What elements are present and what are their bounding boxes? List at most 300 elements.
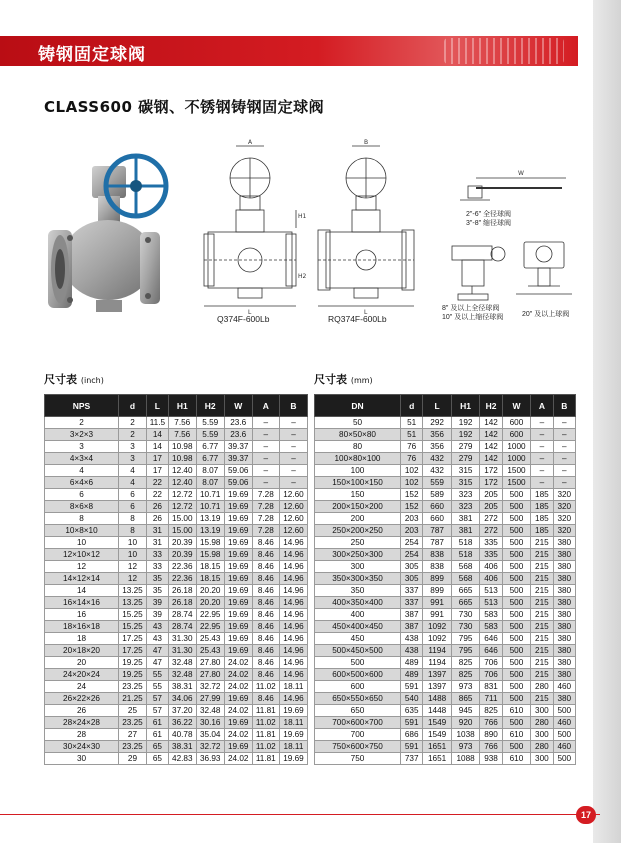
table-row bbox=[45, 465, 308, 477]
table-cell: 991 bbox=[423, 597, 451, 609]
table-cell: – bbox=[553, 429, 575, 441]
dim-w-label: W bbox=[518, 170, 524, 177]
mm-table-unit: (mm) bbox=[350, 376, 373, 385]
table-cell: 34.06 bbox=[168, 693, 196, 705]
table-cell: 26 bbox=[45, 705, 119, 717]
table-cell: – bbox=[531, 453, 553, 465]
table-cell: 18×16×18 bbox=[45, 621, 119, 633]
table-row bbox=[315, 525, 576, 537]
table-cell: 20.39 bbox=[168, 549, 196, 561]
table-cell: 920 bbox=[451, 717, 479, 729]
table-cell: 500 bbox=[315, 657, 401, 669]
table-cell: 22 bbox=[146, 489, 168, 501]
table-cell: 387 bbox=[401, 621, 423, 633]
table-cell: 10 bbox=[119, 549, 147, 561]
table-cell: 518 bbox=[451, 537, 479, 549]
table-row bbox=[45, 501, 308, 513]
table-cell: 8 bbox=[119, 525, 147, 537]
table-cell: 25 bbox=[119, 705, 147, 717]
table-cell: 665 bbox=[451, 585, 479, 597]
table-cell: 19.69 bbox=[224, 597, 252, 609]
table-cell: 380 bbox=[553, 573, 575, 585]
table-cell: 14.96 bbox=[279, 633, 307, 645]
table-cell: 19.69 bbox=[279, 705, 307, 717]
table-cell: 2 bbox=[119, 429, 147, 441]
table-cell: 80 bbox=[315, 441, 401, 453]
table-cell: – bbox=[252, 453, 279, 465]
table-cell: 15.98 bbox=[196, 549, 224, 561]
table-row bbox=[45, 561, 308, 573]
table-cell: 24.02 bbox=[224, 657, 252, 669]
table-cell: 500 bbox=[502, 633, 530, 645]
table-cell: 300 bbox=[531, 705, 553, 717]
table-cell: 610 bbox=[502, 753, 530, 765]
table-cell: 8.46 bbox=[252, 645, 279, 657]
table-cell: 380 bbox=[553, 657, 575, 669]
table-cell: 335 bbox=[480, 549, 502, 561]
table-cell: 323 bbox=[451, 501, 479, 513]
table-cell: 80×50×80 bbox=[315, 429, 401, 441]
table-cell: 591 bbox=[401, 717, 423, 729]
table-cell: 665 bbox=[451, 597, 479, 609]
table-row bbox=[45, 585, 308, 597]
table-cell: 4 bbox=[119, 465, 147, 477]
table-cell: 305 bbox=[401, 573, 423, 585]
table-cell: 7.56 bbox=[168, 429, 196, 441]
table-cell: 500 bbox=[553, 729, 575, 741]
table-cell: 500 bbox=[502, 501, 530, 513]
table-cell: 380 bbox=[553, 633, 575, 645]
table-cell: – bbox=[279, 465, 307, 477]
table-cell: 991 bbox=[423, 609, 451, 621]
table-row bbox=[45, 669, 308, 681]
table-row bbox=[45, 513, 308, 525]
table-cell: 31 bbox=[146, 537, 168, 549]
table-cell: 518 bbox=[451, 549, 479, 561]
table-cell: – bbox=[279, 453, 307, 465]
table-cell: 215 bbox=[531, 693, 553, 705]
table-cell: 43 bbox=[146, 633, 168, 645]
table-row bbox=[315, 753, 576, 765]
table-cell: 600 bbox=[502, 429, 530, 441]
table-cell: 10.98 bbox=[168, 441, 196, 453]
table-cell: 19.69 bbox=[224, 645, 252, 657]
table-cell: 589 bbox=[423, 489, 451, 501]
table-cell: 20.39 bbox=[168, 537, 196, 549]
table-cell: 12.60 bbox=[279, 525, 307, 537]
table-cell: 737 bbox=[401, 753, 423, 765]
table-cell: 380 bbox=[553, 693, 575, 705]
table-cell: 380 bbox=[553, 609, 575, 621]
table-cell: 185 bbox=[531, 501, 553, 513]
table-cell: 18.15 bbox=[196, 573, 224, 585]
table-cell: 200 bbox=[315, 513, 401, 525]
table-cell: – bbox=[531, 429, 553, 441]
table-cell: 215 bbox=[531, 633, 553, 645]
table-cell: 19.69 bbox=[224, 573, 252, 585]
table-cell: 17.25 bbox=[119, 633, 147, 645]
table-cell: 500 bbox=[553, 705, 575, 717]
table-cell: 38.31 bbox=[168, 681, 196, 693]
table-cell: 279 bbox=[451, 441, 479, 453]
table-cell: 300×250×300 bbox=[315, 549, 401, 561]
table-cell: 11.02 bbox=[252, 741, 279, 753]
table-cell: 1000 bbox=[502, 453, 530, 465]
table-cell: 350×300×350 bbox=[315, 573, 401, 585]
table-cell: 320 bbox=[553, 489, 575, 501]
table-cell: 14.96 bbox=[279, 609, 307, 621]
table-cell: 5.59 bbox=[196, 417, 224, 429]
table-row bbox=[315, 681, 576, 693]
table-cell: 500 bbox=[502, 645, 530, 657]
table-cell: 14.96 bbox=[279, 645, 307, 657]
table-cell: 400×350×400 bbox=[315, 597, 401, 609]
column-header: W bbox=[224, 395, 252, 417]
table-cell: 787 bbox=[423, 537, 451, 549]
table-cell: 25.43 bbox=[196, 633, 224, 645]
table-cell: 899 bbox=[423, 573, 451, 585]
table-cell: 20 bbox=[45, 657, 119, 669]
table-cell: 500 bbox=[502, 513, 530, 525]
table-cell: – bbox=[553, 417, 575, 429]
table-row bbox=[45, 537, 308, 549]
column-header: A bbox=[252, 395, 279, 417]
table-cell: – bbox=[279, 477, 307, 489]
table-cell: 4 bbox=[45, 465, 119, 477]
table-cell: 8.46 bbox=[252, 669, 279, 681]
column-header: W bbox=[502, 395, 530, 417]
table-cell: 568 bbox=[451, 561, 479, 573]
table-cell: 646 bbox=[480, 645, 502, 657]
table-cell: 172 bbox=[480, 465, 502, 477]
table-cell: 8.46 bbox=[252, 621, 279, 633]
table-cell: 16×14×16 bbox=[45, 597, 119, 609]
column-header: DN bbox=[315, 395, 401, 417]
table-cell: 19.69 bbox=[224, 693, 252, 705]
table-cell: 1448 bbox=[423, 705, 451, 717]
table-cell: 13.19 bbox=[196, 513, 224, 525]
dim-l-label: L bbox=[248, 309, 252, 316]
table-cell: 8 bbox=[119, 513, 147, 525]
table-cell: 26×22×26 bbox=[45, 693, 119, 705]
table-cell: 380 bbox=[553, 561, 575, 573]
table-cell: 315 bbox=[451, 477, 479, 489]
table-cell: 215 bbox=[531, 621, 553, 633]
table-cell: 838 bbox=[423, 561, 451, 573]
table-cell: 19.69 bbox=[224, 561, 252, 573]
table-cell: 380 bbox=[553, 621, 575, 633]
table-row bbox=[45, 729, 308, 741]
table-row bbox=[315, 465, 576, 477]
table-cell: 15.25 bbox=[119, 621, 147, 633]
table-cell: 19.69 bbox=[224, 609, 252, 621]
table-cell: 14.96 bbox=[279, 549, 307, 561]
table-cell: 205 bbox=[480, 489, 502, 501]
table-cell: 568 bbox=[451, 573, 479, 585]
table-cell: 706 bbox=[480, 669, 502, 681]
table-cell: 215 bbox=[531, 549, 553, 561]
table-cell: 6×4×6 bbox=[45, 477, 119, 489]
table-cell: 12 bbox=[119, 573, 147, 585]
table-row bbox=[45, 633, 308, 645]
table-cell: 102 bbox=[401, 465, 423, 477]
table-cell: 192 bbox=[451, 429, 479, 441]
table-cell: 3 bbox=[45, 441, 119, 453]
table-cell: 1500 bbox=[502, 465, 530, 477]
drawing-q374f bbox=[200, 138, 307, 318]
table-row bbox=[45, 621, 308, 633]
note-gearbox bbox=[442, 304, 503, 322]
table-row bbox=[45, 717, 308, 729]
table-cell: 513 bbox=[480, 597, 502, 609]
table-cell: 610 bbox=[502, 729, 530, 741]
table-cell: 24 bbox=[45, 681, 119, 693]
table-cell: 142 bbox=[480, 429, 502, 441]
table-cell: 4×3×4 bbox=[45, 453, 119, 465]
table-cell: 660 bbox=[423, 513, 451, 525]
gearbox-sketch bbox=[444, 238, 514, 308]
table-cell: 6 bbox=[119, 501, 147, 513]
table-cell: 500 bbox=[502, 537, 530, 549]
table-cell: 315 bbox=[451, 465, 479, 477]
table-cell: 320 bbox=[553, 525, 575, 537]
table-row bbox=[315, 669, 576, 681]
product-subtitle: CLASS600 碳钢、不锈钢铸钢固定球阀 bbox=[44, 98, 325, 116]
table-cell: 19.69 bbox=[224, 549, 252, 561]
table-cell: 350 bbox=[315, 585, 401, 597]
column-header: H2 bbox=[196, 395, 224, 417]
table-cell: 1038 bbox=[451, 729, 479, 741]
table-cell: 583 bbox=[480, 609, 502, 621]
table-cell: 14.96 bbox=[279, 657, 307, 669]
header-decoration bbox=[444, 38, 564, 64]
table-cell: 7.56 bbox=[168, 417, 196, 429]
table-cell: 11.81 bbox=[252, 705, 279, 717]
table-cell: 3×2×3 bbox=[45, 429, 119, 441]
table-cell: – bbox=[279, 429, 307, 441]
table-cell: 28.74 bbox=[168, 609, 196, 621]
table-row bbox=[315, 417, 576, 429]
table-cell: 12 bbox=[119, 561, 147, 573]
table-cell: 380 bbox=[553, 645, 575, 657]
table-header-row bbox=[315, 395, 576, 417]
table-cell: 500 bbox=[502, 489, 530, 501]
table-cell: 37.20 bbox=[168, 705, 196, 717]
table-cell: 600×500×600 bbox=[315, 669, 401, 681]
table-cell: 15.98 bbox=[196, 537, 224, 549]
table-cell: 460 bbox=[553, 741, 575, 753]
table-row bbox=[315, 609, 576, 621]
table-cell: 35.04 bbox=[196, 729, 224, 741]
table-cell: 23.25 bbox=[119, 741, 147, 753]
table-cell: 24.02 bbox=[224, 669, 252, 681]
table-row bbox=[315, 657, 576, 669]
table-cell: 1000 bbox=[502, 441, 530, 453]
table-cell: 8.46 bbox=[252, 693, 279, 705]
table-cell: 1488 bbox=[423, 693, 451, 705]
table-cell: 973 bbox=[451, 741, 479, 753]
table-cell: 192 bbox=[451, 417, 479, 429]
inch-table-title bbox=[44, 371, 104, 387]
table-cell: 8×6×8 bbox=[45, 501, 119, 513]
table-cell: 142 bbox=[480, 453, 502, 465]
table-cell: 1651 bbox=[423, 753, 451, 765]
table-cell: 51 bbox=[401, 417, 423, 429]
table-cell: 19.69 bbox=[279, 753, 307, 765]
table-cell: 12.40 bbox=[168, 477, 196, 489]
table-cell: 337 bbox=[401, 597, 423, 609]
table-cell: 24.02 bbox=[224, 729, 252, 741]
table-cell: 6.77 bbox=[196, 441, 224, 453]
table-row bbox=[45, 429, 308, 441]
table-row bbox=[45, 549, 308, 561]
table-cell: 766 bbox=[480, 741, 502, 753]
table-cell: – bbox=[279, 441, 307, 453]
table-cell: 500 bbox=[502, 549, 530, 561]
table-cell: 356 bbox=[423, 429, 451, 441]
table-cell: 13.25 bbox=[119, 585, 147, 597]
table-cell: 30×24×30 bbox=[45, 741, 119, 753]
table-row bbox=[315, 429, 576, 441]
table-cell: 36.22 bbox=[168, 717, 196, 729]
table-row bbox=[45, 477, 308, 489]
table-cell: 28 bbox=[45, 729, 119, 741]
table-cell: 23.6 bbox=[224, 417, 252, 429]
table-cell: 33 bbox=[146, 561, 168, 573]
table-cell: 10.71 bbox=[196, 489, 224, 501]
table-cell: 13.19 bbox=[196, 525, 224, 537]
note-lever-line1: 2"-6" 全径球阀 bbox=[466, 211, 512, 218]
table-cell: 172 bbox=[480, 477, 502, 489]
table-cell: 24.02 bbox=[224, 753, 252, 765]
table-cell: 26 bbox=[146, 501, 168, 513]
table-cell: 513 bbox=[480, 585, 502, 597]
table-row bbox=[315, 537, 576, 549]
table-cell: 18 bbox=[45, 633, 119, 645]
table-cell: 14.96 bbox=[279, 597, 307, 609]
table-cell: 5.59 bbox=[196, 429, 224, 441]
table-row bbox=[315, 633, 576, 645]
table-cell: 500 bbox=[502, 561, 530, 573]
table-cell: 7.28 bbox=[252, 513, 279, 525]
table-cell: 300 bbox=[531, 729, 553, 741]
table-cell: 215 bbox=[531, 669, 553, 681]
table-cell: 8.46 bbox=[252, 657, 279, 669]
table-cell: 12.40 bbox=[168, 465, 196, 477]
table-cell: 19.69 bbox=[224, 537, 252, 549]
table-row bbox=[315, 501, 576, 513]
table-cell: 14.96 bbox=[279, 537, 307, 549]
table-cell: 12.72 bbox=[168, 501, 196, 513]
table-cell: 591 bbox=[401, 681, 423, 693]
table-cell: 32.48 bbox=[168, 657, 196, 669]
table-cell: 23.25 bbox=[119, 717, 147, 729]
table-cell: 39 bbox=[146, 597, 168, 609]
table-row bbox=[45, 681, 308, 693]
table-row bbox=[45, 525, 308, 537]
table-cell: 59.06 bbox=[224, 465, 252, 477]
table-cell: 280 bbox=[531, 741, 553, 753]
table-cell: 215 bbox=[531, 645, 553, 657]
table-cell: 215 bbox=[531, 573, 553, 585]
table-cell: 280 bbox=[531, 717, 553, 729]
table-cell: 12 bbox=[45, 561, 119, 573]
table-cell: 730 bbox=[451, 609, 479, 621]
table-cell: 8.46 bbox=[252, 549, 279, 561]
table-cell: 320 bbox=[553, 501, 575, 513]
table-row bbox=[315, 549, 576, 561]
table-cell: 323 bbox=[451, 489, 479, 501]
table-cell: 750×600×750 bbox=[315, 741, 401, 753]
table-cell: 18.11 bbox=[279, 717, 307, 729]
table-cell: 185 bbox=[531, 513, 553, 525]
table-cell: 650 bbox=[315, 705, 401, 717]
table-cell: 27.80 bbox=[196, 669, 224, 681]
table-cell: 57 bbox=[146, 693, 168, 705]
table-cell: 8.46 bbox=[252, 561, 279, 573]
table-cell: 10.98 bbox=[168, 453, 196, 465]
table-cell: 33 bbox=[146, 549, 168, 561]
table-cell: 35 bbox=[146, 573, 168, 585]
table-cell: 11.81 bbox=[252, 753, 279, 765]
table-cell: 272 bbox=[480, 525, 502, 537]
table-cell: 300 bbox=[315, 561, 401, 573]
table-cell: 32.72 bbox=[196, 681, 224, 693]
table-row bbox=[315, 441, 576, 453]
product-figures bbox=[40, 130, 580, 330]
table-cell: 215 bbox=[531, 561, 553, 573]
table-cell: 14.96 bbox=[279, 585, 307, 597]
table-cell: 31 bbox=[146, 525, 168, 537]
table-cell: – bbox=[252, 441, 279, 453]
table-cell: 31.30 bbox=[168, 633, 196, 645]
table-cell: – bbox=[279, 417, 307, 429]
table-cell: 1092 bbox=[423, 633, 451, 645]
table-cell: 51 bbox=[401, 429, 423, 441]
table-cell: 795 bbox=[451, 645, 479, 657]
table-row bbox=[315, 693, 576, 705]
table-cell: 185 bbox=[531, 489, 553, 501]
table-cell: 8 bbox=[45, 513, 119, 525]
table-cell: 16 bbox=[45, 609, 119, 621]
table-cell: 22.36 bbox=[168, 561, 196, 573]
table-cell: 380 bbox=[553, 669, 575, 681]
table-cell: 938 bbox=[480, 753, 502, 765]
table-cell: 335 bbox=[480, 537, 502, 549]
inch-dimension-table bbox=[44, 394, 308, 765]
column-header: H1 bbox=[451, 395, 479, 417]
table-cell: 7.28 bbox=[252, 525, 279, 537]
table-cell: 500 bbox=[502, 585, 530, 597]
table-cell: 380 bbox=[553, 585, 575, 597]
table-cell: 1194 bbox=[423, 657, 451, 669]
table-cell: 100 bbox=[315, 465, 401, 477]
table-cell: 700×600×700 bbox=[315, 717, 401, 729]
table-cell: 11.5 bbox=[146, 417, 168, 429]
table-cell: 730 bbox=[451, 621, 479, 633]
table-cell: 1549 bbox=[423, 717, 451, 729]
table-cell: 215 bbox=[531, 609, 553, 621]
table-cell: 635 bbox=[401, 705, 423, 717]
table-row bbox=[315, 729, 576, 741]
table-cell: 559 bbox=[423, 477, 451, 489]
table-cell: 650×550×650 bbox=[315, 693, 401, 705]
mm-table-title-text: 尺寸表 bbox=[314, 373, 347, 386]
table-cell: 47 bbox=[146, 645, 168, 657]
table-cell: 17.25 bbox=[119, 645, 147, 657]
table-cell: 280 bbox=[531, 681, 553, 693]
table-cell: 973 bbox=[451, 681, 479, 693]
